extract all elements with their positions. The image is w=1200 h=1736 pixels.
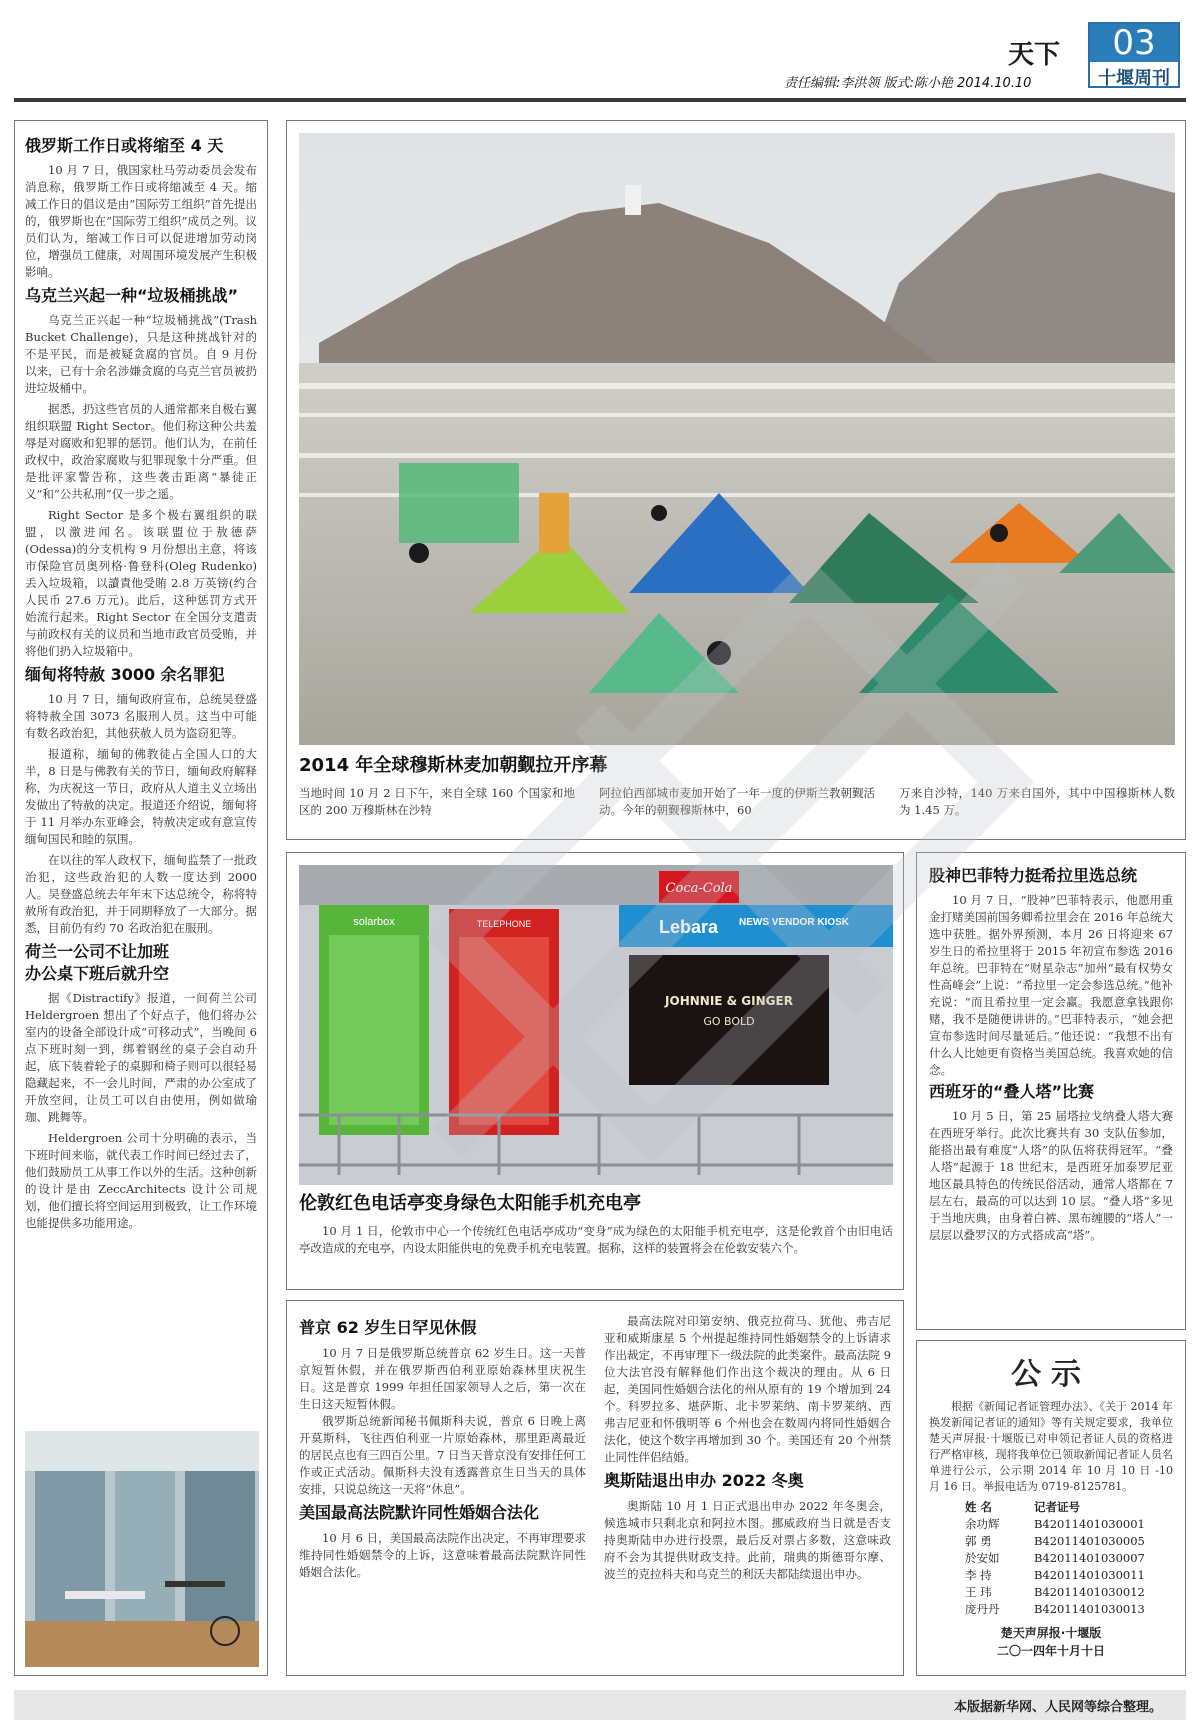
roster-row (929, 1533, 1173, 1550)
whisky-ad-title: JOHNNIE & GINGER (665, 994, 793, 1008)
roster-name: 庞丹丹 (965, 1602, 1000, 1616)
article-body: 10 月 7 日，“股神”巴菲特表示，他愿用重金打赌美国前国务卿希拉里会在 2016 年总统大选中获胜。据外界预测，本月 26 日将迎来 67 岁生日的希拉里将于 2015 年初宣布参选 2016 年总统。巴菲特在“财星杂志”加州“最有权势女性高峰会”上说：“希拉里一定会参选总统。”他补充说：“而且希拉里一定会赢。我愿意拿钱跟你赌，我不是随便讲讲的。”巴菲特表示，“她会把宣布参选时间尽量延后。”他还说：“我想不出有什么人比她更有资格当美国总统。我喜欢她的信念。 (929, 893, 1173, 1077)
column-left (299, 1313, 586, 1663)
roster-col-id: 记者证号 (1033, 1500, 1080, 1514)
hajj-photo-art (299, 133, 1175, 745)
caption-col: 阿拉伯西部城市麦加开始了一年一度的伊斯兰教朝觐活动。今年的朝觐穆斯林中，60 (599, 786, 875, 817)
roster-id: B42011401030013 (1033, 1602, 1145, 1616)
roster-row (929, 1584, 1173, 1601)
article-title-oslo: 奥斯陆退出申办 2022 冬奥 (604, 1471, 804, 1490)
roster-row (929, 1601, 1173, 1618)
notice-body: 根据《新闻记者证管理办法》、《关于 2014 年换发新闻记者证的通知》等有关规定要求，我单位楚天声屏报·十堰版已对申领记者证人员的资格进行严格审核，现将我单位已领取新闻记者证人员名单进行公示，公示期 2014 年 10 月 10 日 -10 月 16 日。举报电话为 0719-8125781。 (929, 1400, 1173, 1493)
phone-booth-art (299, 865, 893, 1185)
title-line: 荷兰一公司不让加班 (25, 942, 170, 961)
article-body: 在以往的军人政权下，缅甸监禁了一批政治犯，这些政治犯的人数一度达到 2000 人。吴登盛总统去年年末下达总统令，称将特赦所有政治犯，并于同期释放了一大部分。据悉，目前仍有约 70 名政治犯在服刑。 (25, 853, 257, 935)
title-line: 办公桌下班后就升空 (25, 964, 170, 983)
column-right (604, 1313, 891, 1663)
page-header (0, 0, 1200, 110)
roster-id: B42011401030005 (1033, 1534, 1145, 1548)
roster-header (929, 1499, 1173, 1516)
roster-id: B42011401030007 (1033, 1551, 1145, 1565)
notice-org: 楚天声屏报·十堰版 (1000, 1626, 1102, 1640)
footer-band (14, 1690, 1186, 1720)
article-london (286, 852, 904, 1290)
telephone-label: TELEPHONE (476, 919, 532, 929)
article-body: 乌克兰正兴起一种“垃圾桶挑战”(Trash Bucket Challenge)，只是这种挑战针对的不是平民，而是被疑贪腐的官员。自 9 月份以来，已有十余名涉嫌贪腐的乌克兰官员被扔进垃圾桶中。 (25, 313, 257, 395)
article-body: 最高法院对印第安纳、俄克拉荷马、犹他、弗吉尼亚和威斯康星 5 个州提起维持同性婚姻禁令的上诉请求作出裁定，不再审理下一级法院的此类案件。最高法院 9 位大法官没有解释他们作出这个裁决的理由。从 6 日起，美国同性婚姻合法化的州从原有的 19 个增加到 24 个。科罗拉多、堪萨斯、北卡罗莱纳、南卡罗莱纳、西弗吉尼亚和怀俄明等 6 个州也会在数周内将同性婚姻合法化，使这个数字再增加到 30 个。美国还有 20 个州禁止同性伴侣结婚。 (604, 1314, 891, 1464)
article-body: 奥斯陆 10 月 1 日正式退出申办 2022 年冬奥会，候选城市只剩北京和阿拉木图。挪威政府当日就是否支持奥斯陆申办进行投票，最后反对票占多数，这意味政府不会为其提供财政支持。此前，瑞典的斯德哥尔摩、波兰的克拉科夫和乌克兰的利沃夫都陆续退出申办。 (604, 1499, 891, 1581)
article-body: Heldergroen 公司十分明确的表示，当下班时间来临，就代表工作时间已经过去了，他们鼓励员工从事工作以外的生活。这种创新的设计是由 ZeccArchitects 设计公司规划，他们擅长将空间运用到极致，让工作环境也能提供多功能用途。 (25, 1131, 257, 1230)
roster-id: B42011401030012 (1033, 1585, 1145, 1599)
office-photo-art (25, 1431, 259, 1667)
feature-hajj (286, 120, 1186, 840)
roster-row (929, 1516, 1173, 1533)
article-title-myanmar: 缅甸将特赦 3000 余名罪犯 (25, 665, 225, 684)
article-body: 10 月 7 日是俄罗斯总统普京 62 岁生日。这一天普京短暂休假，并在俄罗斯西伯利亚原始森林里庆祝生日。这是普京 1999 年担任国家领导人之后，第一次在生日这天短暂休假。 (299, 1346, 586, 1411)
article-body: 10 月 1 日，伦敦市中心一个传统红色电话亭成功“变身”成为绿色的太阳能手机充电亭，这是伦敦首个由旧电话亭改造成的充电亭，内设太阳能供电的免费手机充电装置。据称，这样的装置将会在伦敦安装六个。 (299, 1224, 893, 1255)
section-title: 天下 (1008, 40, 1061, 70)
article-body: 据《Distractify》报道，一间荷兰公司 Heldergroen 想出了个好点子，他们将办公室内的设备全部设计成“可移动式”，当晚间 6 点下班时刻一到，绑着钢丝的桌子会自动升起，底下装着轮子的桌脚和椅子则可以很轻易隐藏起来，不一会儿时间，严肃的办公室成了开放空间，让员工可以自由使用，例如做瑜珈、跳舞等。 (25, 991, 257, 1124)
article-body: 据悉，扔这些官员的人通常都来自极右翼组织联盟 Right Sector。他们称这种公共羞辱是对腐败和犯罪的惩罚。他们认为，在前任政权中，政治家腐败与犯罪现象十分严重。但是批评家警告称，这些袭击距离“暴徒正义”和“公共私刑”仅一步之遥。 (25, 402, 257, 501)
hajj-photo (299, 133, 1175, 745)
header-rule (14, 98, 1186, 102)
article-title-putin: 普京 62 岁生日罕见休假 (299, 1318, 477, 1337)
roster-name: 郭 勇 (965, 1534, 992, 1548)
article-title-spain: 西班牙的“叠人塔”比赛 (929, 1082, 1095, 1101)
coca-cola-sign: Coca-Cola (665, 881, 733, 896)
two-column-layout (299, 1313, 891, 1663)
news-vendor-sign: NEWS VENDOR KIOSK (739, 917, 850, 928)
notice-date: 二〇一四年十月十日 (996, 1644, 1105, 1658)
office-photo (25, 1431, 259, 1667)
roster-name: 王 玮 (965, 1585, 992, 1599)
article-title-russia: 俄罗斯工作日或将缩至 4 天 (25, 136, 224, 155)
caption-col: 当地时间 10 月 2 日下午，来自全球 160 个国家和地区的 200 万穆斯林在沙特 (299, 786, 575, 817)
roster-row (929, 1567, 1173, 1584)
public-notice (916, 1340, 1186, 1676)
article-body: 10 月 6 日，美国最高法院作出决定，不再审理要求维持同性婚姻禁令的上诉，这意味着最高法院默许同性婚姻合法化。 (299, 1531, 586, 1579)
feature-title: 2014 年全球穆斯林麦加朝觐拉开序幕 (299, 755, 608, 776)
article-title-buffett: 股神巴菲特力挺希拉里选总统 (929, 866, 1138, 885)
page-number-box (1088, 22, 1180, 88)
article-title-london: 伦敦红色电话亭变身绿色太阳能手机充电亭 (299, 1193, 641, 1214)
article-body: Right Sector 是多个极右翼组织的联盟，以激进闻名。该联盟位于敖德萨(Odessa)的分支机构 9 月份想出主意，将该市保险官员奥列格·鲁登科(Oleg Rudenko)丢入垃圾箱，以讀責他受賄 2.8 万英镑(约合人民币 27.6 万元)。此后，这种惩罚方式开始流行起来。Right Sector 在全国分支遣责与前政权有关的议员和当地市政官员受贿，并将他们扔入垃圾箱中。 (25, 508, 257, 658)
paper-name: 十堰周刊 (1098, 68, 1170, 89)
article-body: 报道称，缅甸的佛教徒占全国人口的大半，8 日是与佛教有关的节日，缅甸政府解释称，为庆祝这一节日，政府从人道主义立场出发做出了特赦的决定。报道还介绍说，缅甸将于 11 月举办东亚峰会，特赦决定或有意宣传缅甸国民和睦的氛围。 (25, 747, 257, 846)
article-title-netherlands (25, 941, 257, 985)
caption-col: 万来自沙特，140 万来自国外，其中中国穆斯林人数为 1.45 万。 (899, 786, 1175, 817)
roster-id: B42011401030011 (1033, 1568, 1145, 1582)
roster-id: B42011401030001 (1033, 1517, 1145, 1531)
notice-title: 公示 (1011, 1357, 1091, 1392)
footer-source-note: 本版据新华网、人民网等综合整理。 (953, 1700, 1162, 1715)
solarbox-label: solarbox (353, 916, 395, 928)
page-number: 03 (1090, 24, 1178, 62)
reporter-roster (929, 1499, 1173, 1618)
article-body: 10 月 5 日，第 25 届塔拉戈纳叠人塔大赛在西班牙举行。此次比赛共有 30 支队伍参加，能搭出最有难度“人塔”的队伍将获得冠军。“叠人塔”起源于 18 世纪末，是西班牙加泰罗尼亚地区最具特色的传统民俗活动，通常人塔都在 7 层左右，最高的可以达到 10 层。“叠人塔”多见于当地庆典，由身着白裤、黑布缠腰的“塔人”一层层以叠罗汉的方式搭成高“塔”。 (929, 1109, 1173, 1242)
feature-caption (299, 785, 1175, 819)
roster-name: 於安如 (965, 1551, 1000, 1565)
editor-credits: 责任编辑:李洪领 版式:陈小艳 2014.10.10 (784, 76, 1032, 91)
whisky-ad-slogan: GO BOLD (703, 1015, 755, 1028)
notice-signature (929, 1624, 1173, 1660)
right-articles (916, 852, 1186, 1330)
article-title-usa: 美国最高法院默许同性婚姻合法化 (299, 1503, 540, 1522)
lebara-sign: Lebara (659, 917, 719, 937)
phone-booth-photo (299, 865, 893, 1185)
article-title-ukraine: 乌克兰兴起一种“垃圾桶挑战” (25, 286, 239, 305)
article-body: 10 月 7 日，缅甸政府宣布，总统吴登盛将特赦全国 3073 名服刑人员。这当中可能有数名政治犯，其他获赦人员为盗窃犯等。 (25, 692, 257, 740)
article-body: 俄罗斯总统新闻秘书佩斯科夫说，普京 6 日晚上离开莫斯科，飞往西伯利亚一片原始森林，那里距离最近的居民点也有三四百公里。7 日当天普京没有安排任何工作或正式活动。佩斯科夫没有透露普京生日当天的具体安排，只说总统这一天将“休息”。 (299, 1414, 586, 1496)
roster-col-name: 姓 名 (965, 1500, 993, 1514)
roster-name: 李 持 (965, 1568, 992, 1582)
roster-name: 余功辉 (965, 1517, 1000, 1531)
article-body: 10 月 7 日，俄国家杜马劳动委员会发布消息称，俄罗斯工作日或将缩减至 4 天。缩减工作日的倡议是由“国际劳工组织”首先提出的，俄罗斯也在“国际劳工组织”成员之列。议员们认为，缩减工作日可以促进增加劳动岗位，增强员工健康，对周围环境发展产生积极影响。 (25, 163, 257, 279)
bottom-center-articles (286, 1300, 904, 1676)
left-column (14, 120, 268, 1676)
roster-row (929, 1550, 1173, 1567)
